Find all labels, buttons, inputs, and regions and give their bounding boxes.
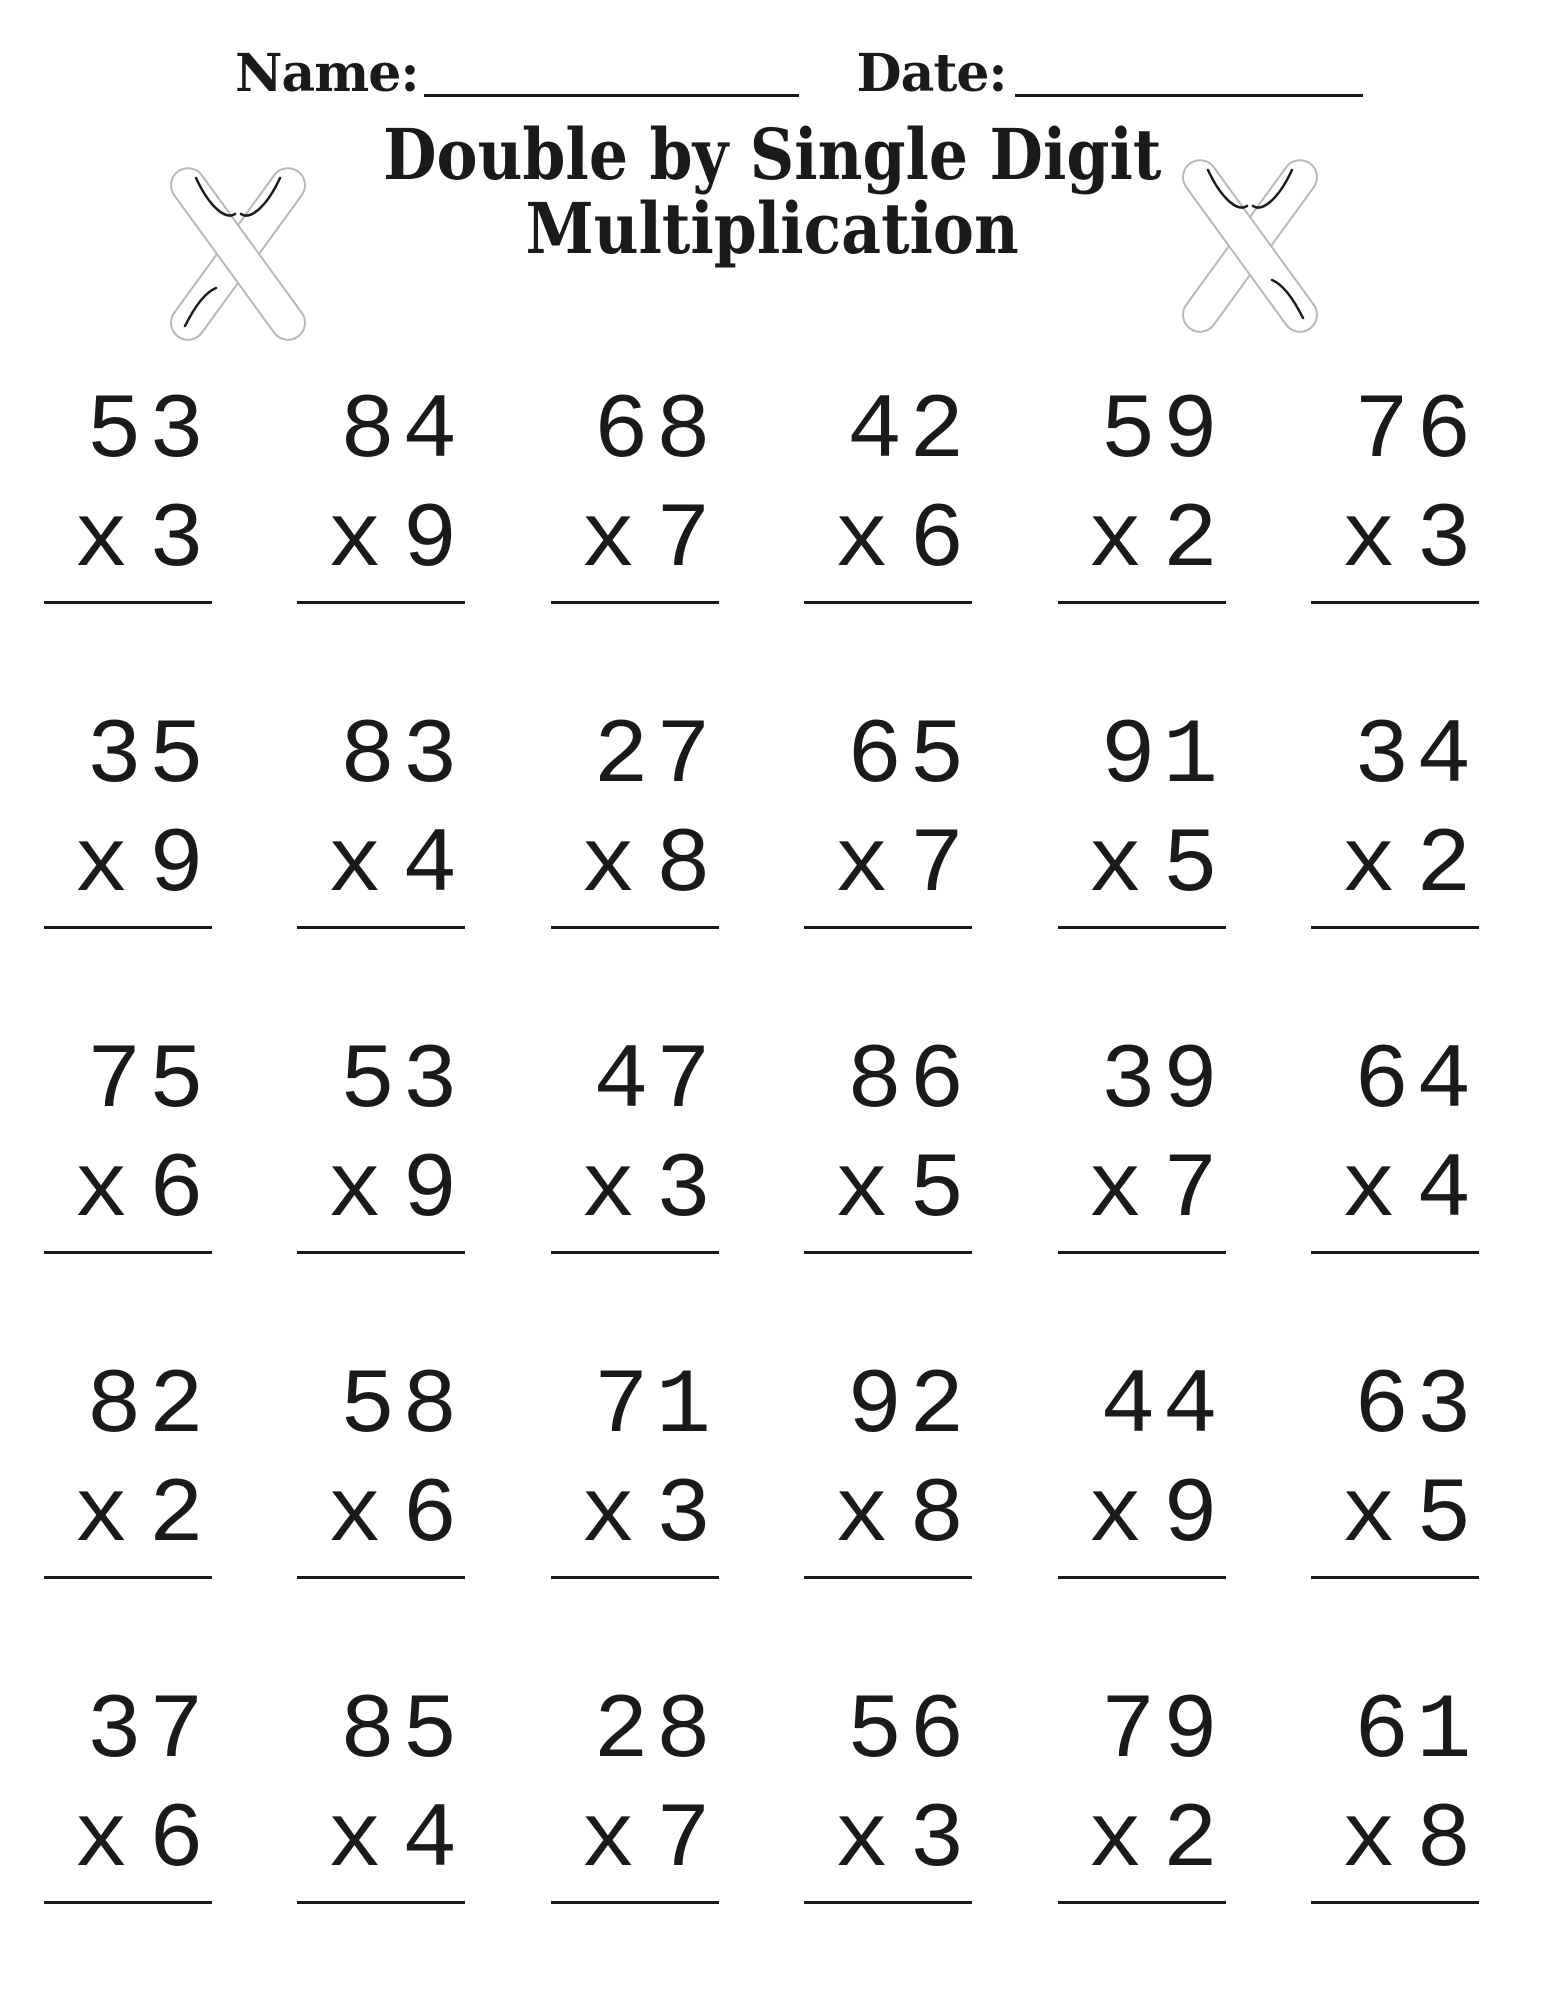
- multiplier: 9: [148, 813, 204, 919]
- multiplier: 3: [655, 1463, 711, 1569]
- multiplicand: 71: [593, 1354, 718, 1459]
- multiply-sign: x: [1341, 1138, 1397, 1244]
- multiplier-row: [327, 1463, 458, 1569]
- multiplier: 2: [1416, 813, 1472, 919]
- multiplication-problem: [580, 379, 718, 605]
- multiply-sign: x: [73, 1463, 129, 1569]
- multiplication-problem: [327, 1679, 465, 1905]
- multiplication-problem: [327, 704, 465, 930]
- multiplier-row: [1087, 488, 1218, 594]
- multiplication-problem: [73, 1354, 211, 1580]
- answer-line[interactable]: [551, 1576, 719, 1579]
- answer-line[interactable]: [1058, 1576, 1226, 1579]
- multiplier-row: [834, 488, 965, 594]
- multiplication-problem: [327, 379, 465, 605]
- multiplier-row: [327, 1138, 458, 1244]
- multiplier: 8: [1416, 1788, 1472, 1894]
- answer-line[interactable]: [804, 926, 972, 929]
- answer-line[interactable]: [1311, 1576, 1479, 1579]
- multiplier-row: [1341, 813, 1472, 919]
- multiplier-row: [580, 813, 711, 919]
- multiplier: 4: [402, 1788, 458, 1894]
- multiply-sign: x: [1087, 1788, 1143, 1894]
- multiplier: 7: [909, 813, 965, 919]
- problems-grid: [12, 379, 1533, 1905]
- multiplier-row: [834, 1463, 965, 1569]
- multiplier-row: [73, 488, 204, 594]
- multiplication-problem: [834, 1029, 972, 1255]
- multiply-sign: x: [73, 813, 129, 919]
- multiply-sign: x: [1341, 1463, 1397, 1569]
- name-input-line[interactable]: [424, 94, 799, 97]
- title-line-1: Double by Single Digit: [383, 113, 1162, 196]
- multiplicand: 82: [86, 1354, 211, 1459]
- multiplicand: 79: [1100, 1679, 1225, 1784]
- multiply-sign: x: [580, 1138, 636, 1244]
- multiplication-problem: [1087, 1679, 1225, 1905]
- multiplier: 3: [909, 1788, 965, 1894]
- answer-line[interactable]: [551, 1251, 719, 1254]
- multiplier-row: [1341, 1788, 1472, 1894]
- multiplication-problem: [327, 1029, 465, 1255]
- multiplication-problem: [327, 1354, 465, 1580]
- header: [235, 43, 1363, 104]
- multiplication-problem: [834, 1354, 972, 1580]
- multiplier: 3: [1416, 488, 1472, 594]
- multiplier: 5: [1162, 813, 1218, 919]
- multiply-sign: x: [327, 1788, 383, 1894]
- multiplicand: 44: [1100, 1354, 1225, 1459]
- answer-line[interactable]: [44, 1576, 212, 1579]
- multiplicand: 42: [847, 379, 972, 484]
- multiplication-x-icon: [1150, 140, 1350, 352]
- multiplier: 6: [402, 1463, 458, 1569]
- multiply-sign: x: [1087, 813, 1143, 919]
- multiplicand: 84: [340, 379, 465, 484]
- multiplication-problem: [1341, 1354, 1479, 1580]
- multiplicand: 64: [1354, 1029, 1479, 1134]
- multiplicand: 59: [1100, 379, 1225, 484]
- multiplicand: 39: [1100, 1029, 1225, 1134]
- answer-line[interactable]: [297, 1576, 465, 1579]
- answer-line[interactable]: [804, 1251, 972, 1254]
- multiplicand: 65: [847, 704, 972, 809]
- multiplier: 4: [1416, 1138, 1472, 1244]
- multiplier: 7: [655, 488, 711, 594]
- multiplicand: 34: [1354, 704, 1479, 809]
- answer-line[interactable]: [297, 926, 465, 929]
- date-input-line[interactable]: [1015, 94, 1363, 97]
- multiplier: 6: [148, 1788, 204, 1894]
- answer-line[interactable]: [1058, 601, 1226, 604]
- multiplier-row: [73, 1463, 204, 1569]
- answer-line[interactable]: [1311, 601, 1479, 604]
- multiplier: 5: [1416, 1463, 1472, 1569]
- multiply-sign: x: [580, 813, 636, 919]
- multiplier-row: [580, 1788, 711, 1894]
- name-label: Name:: [235, 43, 419, 104]
- multiplication-problem: [1341, 1679, 1479, 1905]
- multiplicand: 53: [340, 1029, 465, 1134]
- answer-line[interactable]: [44, 926, 212, 929]
- multiplication-problem: [1341, 379, 1479, 605]
- multiply-sign: x: [73, 1138, 129, 1244]
- multiply-sign: x: [1341, 1788, 1397, 1894]
- multiplicand: 83: [340, 704, 465, 809]
- multiplier-row: [1341, 488, 1472, 594]
- multiplier: 5: [909, 1138, 965, 1244]
- multiplication-problem: [580, 1679, 718, 1905]
- multiplier-row: [580, 1138, 711, 1244]
- multiplication-problem: [73, 379, 211, 605]
- multiplication-problem: [1087, 704, 1225, 930]
- multiplier: 4: [402, 813, 458, 919]
- multiplier: 8: [909, 1463, 965, 1569]
- multiply-sign: x: [834, 1138, 890, 1244]
- multiplicand: 53: [86, 379, 211, 484]
- answer-line[interactable]: [1311, 1251, 1479, 1254]
- answer-line[interactable]: [1058, 1901, 1226, 1904]
- multiplier: 2: [148, 1463, 204, 1569]
- multiplication-problem: [73, 1029, 211, 1255]
- multiplication-problem: [73, 1679, 211, 1905]
- answer-line[interactable]: [44, 1251, 212, 1254]
- multiplicand: 58: [340, 1354, 465, 1459]
- multiply-sign: x: [834, 1463, 890, 1569]
- multiplier: 6: [909, 488, 965, 594]
- answer-line[interactable]: [1311, 926, 1479, 929]
- multiplicand: 35: [86, 704, 211, 809]
- multiplication-problem: [73, 704, 211, 930]
- date-label: Date:: [856, 43, 1007, 104]
- multiplier: 2: [1162, 488, 1218, 594]
- multiplicand: 28: [593, 1679, 718, 1784]
- multiplier: 9: [402, 488, 458, 594]
- multiplier-row: [1087, 1788, 1218, 1894]
- multiplier-row: [1341, 1463, 1472, 1569]
- multiplication-problem: [1341, 704, 1479, 930]
- multiply-sign: x: [1341, 488, 1397, 594]
- multiply-sign: x: [580, 1788, 636, 1894]
- multiply-sign: x: [73, 1788, 129, 1894]
- answer-line[interactable]: [804, 601, 972, 604]
- multiply-sign: x: [1087, 488, 1143, 594]
- multiplier-row: [834, 1788, 965, 1894]
- multiply-sign: x: [1341, 813, 1397, 919]
- multiplier: 3: [655, 1138, 711, 1244]
- multiplier: 3: [148, 488, 204, 594]
- multiplier: 9: [1162, 1463, 1218, 1569]
- multiplier-row: [1087, 813, 1218, 919]
- multiplication-problem: [834, 1679, 972, 1905]
- multiply-sign: x: [327, 813, 383, 919]
- multiplier: 2: [1162, 1788, 1218, 1894]
- multiply-sign: x: [580, 1463, 636, 1569]
- answer-line[interactable]: [1058, 926, 1226, 929]
- answer-line[interactable]: [44, 601, 212, 604]
- multiply-sign: x: [73, 488, 129, 594]
- multiplicand: 63: [1354, 1354, 1479, 1459]
- multiplicand: 27: [593, 704, 718, 809]
- multiplication-problem: [1341, 1029, 1479, 1255]
- multiplication-problem: [580, 1029, 718, 1255]
- answer-line[interactable]: [551, 1901, 719, 1904]
- answer-line[interactable]: [551, 926, 719, 929]
- multiplicand: 75: [86, 1029, 211, 1134]
- multiplier-row: [1341, 1138, 1472, 1244]
- multiplier: 9: [402, 1138, 458, 1244]
- multiplication-problem: [1087, 1029, 1225, 1255]
- multiply-sign: x: [327, 488, 383, 594]
- multiply-sign: x: [1087, 1463, 1143, 1569]
- answer-line[interactable]: [1311, 1901, 1479, 1904]
- multiplicand: 86: [847, 1029, 972, 1134]
- multiply-sign: x: [834, 488, 890, 594]
- answer-line[interactable]: [804, 1901, 972, 1904]
- multiply-sign: x: [327, 1138, 383, 1244]
- multiplication-problem: [1087, 1354, 1225, 1580]
- answer-line[interactable]: [804, 1576, 972, 1579]
- multiplicand: 56: [847, 1679, 972, 1784]
- multiplier-row: [327, 1788, 458, 1894]
- multiply-sign: x: [327, 1463, 383, 1569]
- answer-line[interactable]: [297, 601, 465, 604]
- multiplicand: 61: [1354, 1679, 1479, 1784]
- answer-line[interactable]: [551, 601, 719, 604]
- multiplicand: 47: [593, 1029, 718, 1134]
- multiplier-row: [73, 813, 204, 919]
- answer-line[interactable]: [297, 1901, 465, 1904]
- multiplier-row: [73, 1788, 204, 1894]
- multiplier: 7: [655, 1788, 711, 1894]
- answer-line[interactable]: [44, 1901, 212, 1904]
- multiply-sign: x: [1087, 1138, 1143, 1244]
- multiplicand: 68: [593, 379, 718, 484]
- answer-line[interactable]: [297, 1251, 465, 1254]
- multiplier-row: [73, 1138, 204, 1244]
- multiplicand: 92: [847, 1354, 972, 1459]
- multiply-sign: x: [834, 1788, 890, 1894]
- multiplication-problem: [580, 1354, 718, 1580]
- answer-line[interactable]: [1058, 1251, 1226, 1254]
- multiplier-row: [580, 1463, 711, 1569]
- multiplier-row: [834, 1138, 965, 1244]
- multiplicand: 76: [1354, 379, 1479, 484]
- title-line-2: Multiplication: [525, 186, 1020, 270]
- multiplier-row: [1087, 1138, 1218, 1244]
- multiplicand: 85: [340, 1679, 465, 1784]
- multiplicand: 37: [86, 1679, 211, 1784]
- multiplication-problem: [834, 379, 972, 605]
- multiplier-row: [327, 813, 458, 919]
- multiplier: 8: [655, 813, 711, 919]
- multiply-sign: x: [834, 813, 890, 919]
- multiplier-row: [1087, 1463, 1218, 1569]
- multiplicand: 91: [1100, 704, 1225, 809]
- multiplier-row: [327, 488, 458, 594]
- multiplier-row: [580, 488, 711, 594]
- multiply-sign: x: [580, 488, 636, 594]
- multiplier-row: [834, 813, 965, 919]
- multiplier: 7: [1162, 1138, 1218, 1244]
- multiplication-problem: [1087, 379, 1225, 605]
- multiplication-problem: [834, 704, 972, 930]
- multiplier: 6: [148, 1138, 204, 1244]
- multiplication-problem: [580, 704, 718, 930]
